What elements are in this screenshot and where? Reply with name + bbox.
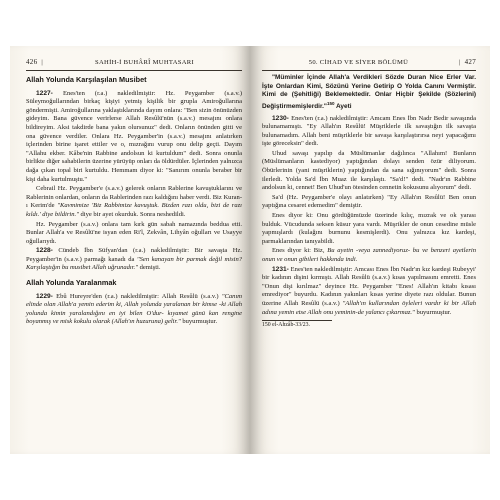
hadith-tail: demişti.: [137, 264, 161, 272]
left-page-number: 426: [26, 58, 38, 66]
hadith-1227: [26, 90, 242, 185]
paragraph-cebrail: [26, 185, 242, 219]
open-book: [10, 46, 490, 454]
hadith-quote: "Canım elinde olan Allah'a yemin ederim ki, Allah yolunda yaralanan bir kimse -ki Allah yolunda kimin yaralandığını en iyi bilen O'dur- kıyamet günü kan rengine boyanmış ve misk kokulu olarak (Allah'ın huzuruna) gelir.": [26, 292, 242, 326]
paragraph-text: Cebrail Hz. Peygamber'e (s.a.v.) gelerek onların Rablerine kavuştuklarını ve Rablerinin onlardan, onların da Rablerinden razı kaldığını haber verdi. Biz Kuran-ı Kerim'de: [26, 185, 242, 210]
right-page-number: 427: [464, 58, 476, 66]
left-page-content: [26, 76, 242, 327]
right-running-title: 50. CİHAD VE SİYER BÖLÜMÜ: [308, 58, 409, 66]
hadith-number: 1230-: [272, 114, 289, 122]
footnote-ref: 150: [326, 100, 335, 106]
left-running-head: [26, 56, 242, 71]
paragraph-text: Enes diyor ki: Biz,: [272, 247, 328, 255]
hadith-quote: "Allah'ın kullarından öyleleri vardır ki bir Allah adına yemin etse Allah onu yeminin-de yalancı çıkarmaz.": [262, 299, 476, 316]
hadith-text: Enes'ten (r.a.) nakledilmiştir: Amcam Enes İbn Nadr Bedir savaşında bulunamamıştı. "Ey Allah'ın Resûlü! Müşriklerle ilk savaştığın ilk savaşta bulunamadım. Allah beni müşriklerle bir savaşa karşılaştırırsa neyi yapacağımı işte göreceksin" dedi.: [262, 114, 476, 148]
ayet-label: Ayeti: [334, 102, 352, 110]
left-page: [10, 46, 250, 454]
paragraph-tail: diye bir ayet okurduk. Sonra neshedildi.: [78, 210, 186, 218]
running-head-separator: |: [41, 58, 44, 66]
hadith-text: Enes'ten (r.a.) nakledilmiştir: Hz. Peygamber (s.a.v.) Süleymoğullarından birkaç kişiyi yetmiş kişilik bir grupla Amiroğullarına göndermişti. Amiroğullarına yaklaştıklarında dayım onlara: "Ben sizin önünüzden gideyim. Bana güvence verirlerse Allah Resûlü'nün (s.a.v.) mesajını onlara bildireyim. Aksi takdirde bana yakın olursunuz" dedi. Onların önünden gitti ve ona güvence verdiler. Onlara Hz. Peygamber'in (s.a.v.) mesajını anlatırken içlerinden birine işaret ettiler ve o, mızrağını vurup onu delip geçti. Dayım "Allahu ekber. Kâbe'nin Rabbine andolsun ki kurtuldum" dedi. Sonra onunla birlikte diğer sahabilerin üzerine yürüyüp onları da öldürdüler. İçlerinden yalnızca dağa çıkan topal biri kurtuldu. Hemmam diyor ki: "Sanırım onunla beraber bir kişi daha kurtulmuştu.": [26, 89, 242, 183]
hadith-quote: "Sen kanayan bir parmak değil misin? Karşılaştığın bu musibet Allah uğrunadır.": [26, 255, 242, 272]
section-heading-yaralanmak: Allah Yolunda Yaralanmak: [26, 278, 117, 288]
hadith-1229: [26, 293, 242, 327]
right-page: [250, 46, 490, 454]
running-head-separator: |: [458, 58, 461, 66]
footnote: 150 el-Ahzâb-33/23.: [262, 322, 310, 329]
hadith-1231: [262, 266, 476, 318]
section-heading-ayet: [262, 74, 476, 112]
left-running-title: SAHİH-İ BUHÂRÎ MUHTASARI: [95, 58, 194, 66]
hadith-number: 1228-: [36, 247, 53, 255]
hadith-text: Enes'ten nakledilmiştir: Amcası Enes İbn Nadr'ın kız kardeşi Rubeyyi' bir kadının dişini kırmıştı. Allah Resûlü (s.a.v.) kısas yapılmasını emretti. Enes "Onun dişi kırılmaz" deyince Hz. Peygamber "Enes! Allah'ın kitabı kısası emrediyor" buyurdu. Kadının yakınları kısas yerine diyete razı oldular. Bunun üzerine Allah Resûlü (s.a.v.): [262, 265, 476, 307]
hadith-text: Cündeb İbn Süfyan'dan (r.a.) nakledilmiştir: Bir savaşta Hz. Peygamber'in (s.a.v.) parmağı kanadı da: [26, 247, 242, 263]
right-page-content: [262, 74, 476, 329]
section-heading-musibet: Allah Yolunda Karşılaşılan Musibet: [26, 75, 147, 84]
hadith-number: 1229-: [36, 292, 53, 300]
hadith-number: 1231-: [272, 265, 289, 273]
paragraph-quote: Bu ayetin -veya zannediyoruz- bu ve benzeri ayetlerin onun ve onun gibileri hakkında indi.: [262, 247, 476, 264]
hadith-1228: [26, 247, 242, 273]
ayet-text: "Müminler İçinde Allah'a Verdikleri Sözde Duran Nice Erler Var. İşte Onlardan Kimi, Sözünü Yerine Getirip O Yolda Canını Vermiştir. Kimi de (Şehitliği) Beklemektedir. Onlar Hiçbir Şekilde (Sözlerini) Değiştirmemişlerdir.": [262, 74, 476, 110]
paragraph-sad: Sa'd (Hz. Peygamber'e olayı anlatırken) "Ey Allah'ın Resûlü! Ben onun yaptığına cesaret edemedim" demiştir.: [262, 193, 476, 210]
hadith-tail: buyurmuştur.: [414, 308, 452, 316]
hadith-number: 1227-: [36, 89, 53, 97]
hadith-1230: [262, 115, 476, 149]
hadith-text: Ebû Hureyre'den (r.a.) nakledilmiştir: Allah Resûlü (s.a.v.): [52, 292, 222, 300]
quran-quote: "Kavmimize 'Biz Rabbimize kavuştuk. Bizden razı oldu, bizi de razı kıldı.' diye bildirin.": [26, 202, 242, 218]
paragraph-uhud: Uhud savaşı yapılıp da Müslümanlar dağılınca "Allahım! Bunların (Müslümanların kastediyor) yaptığından dolayı senden özür diliyorum. Öbürlerinin (yani müşriklerin) yaptığından da sana sığınıyorum" dedi. Sonra ilerledi. Yolda Sa'd İbn Muaz ile karşılaştı. "Sa'd!" dedi. "Nadr'ın Rabbine andolsun ki, cennet! Ben Uhud'un ötesinden cennetin kokusunu alıyorum" dedi.: [262, 149, 476, 192]
hadith-tail: buyurmuştur.: [180, 318, 218, 326]
paragraph-ayet-indi: [262, 247, 476, 264]
paragraph-enes-yara: Enes diyor ki: Onu gördüğümüzde üzerinde kılıç, mızrak ve ok yarası bulduk. Vücudunda seksen küsur yara vardı. Müşrikler de onun cesedine müsle yapmışlardı (kulağını burnunu kesmişlerdi). Onu yalnızca kız kardeşi, parmaklarından tanıyabildi.: [262, 212, 476, 245]
paragraph-beddua: Hz. Peygamber (s.a.v.) onlara tam kırk gün sabah namazında beddua etti. Bunlar Allah'a ve Resûlü'ne isyan eden Ri'l, Zekvân, Lihyân oğulları ve Usayye oğullarıydı.: [26, 220, 242, 245]
right-running-head: [262, 56, 476, 71]
